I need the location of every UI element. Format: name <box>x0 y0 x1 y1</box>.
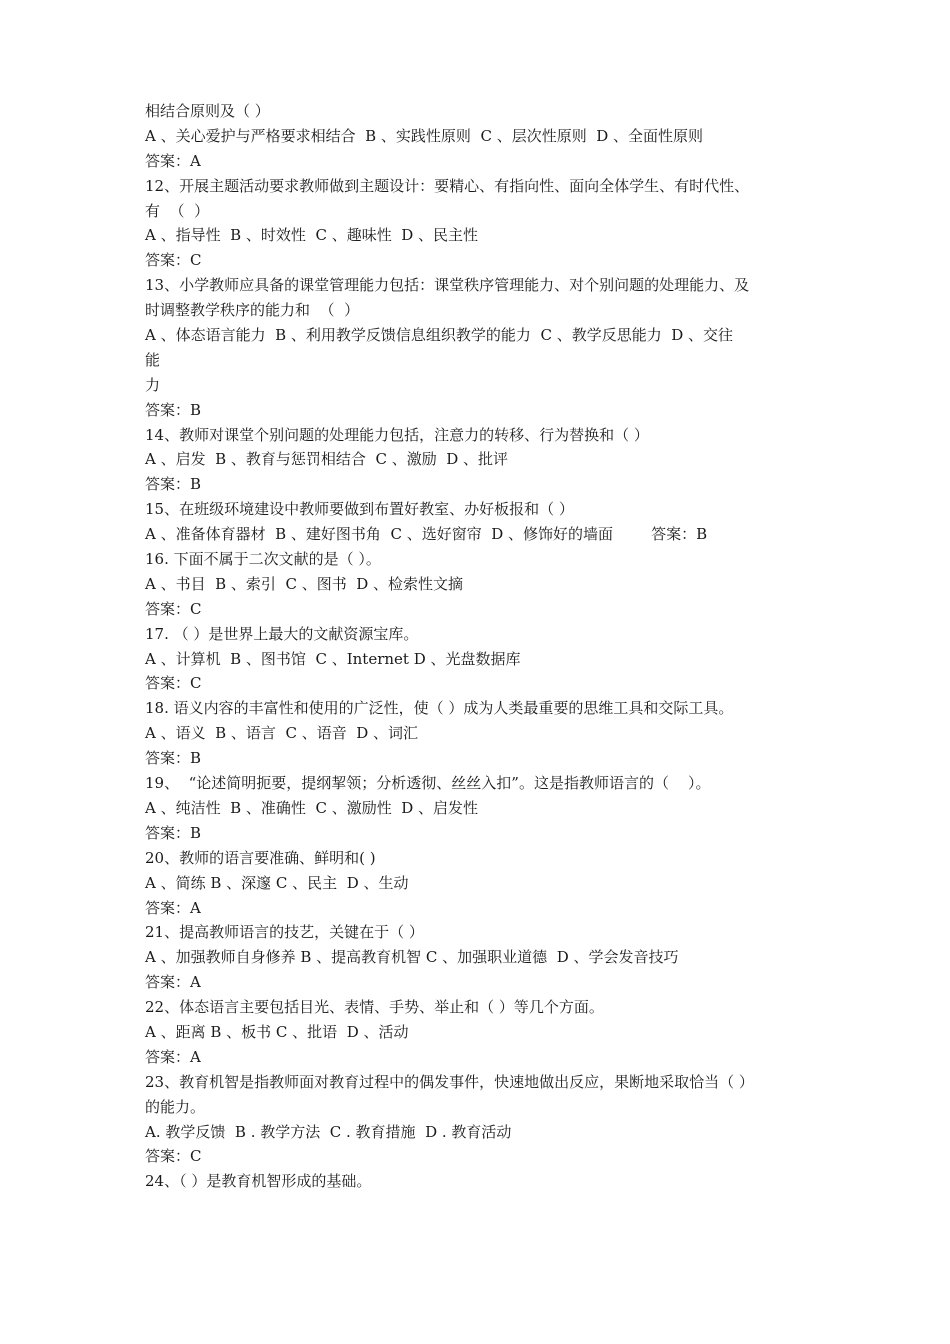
text-line: 18. 语义内容的丰富性和使用的广泛性，使（ ）成为人类最重要的思维工具和交际工具。 <box>145 699 734 718</box>
text-line: A 、启发 B 、教育与惩罚相结合 C 、激励 D 、批评 <box>145 450 509 469</box>
text-line: 12、开展主题活动要求教师做到主题设计：要精心、有指向性、面向全体学生、有时代性、 <box>145 176 750 195</box>
text-line: 13、小学教师应具备的课堂管理能力包括：课堂秩序管理能力、对个别问题的处理能力、及 <box>145 276 750 295</box>
text-line: A 、体态语言能力 B 、利用教学反馈信息组织教学的能力 C 、教学反思能力 D 、交往 <box>145 326 734 345</box>
text-line: 21、提高教师语言的技艺，关键在于（ ） <box>145 923 424 942</box>
text-line: 答案：C <box>145 599 202 618</box>
text-line: 15、在班级环境建设中教师要做到布置好教室、办好板报和（ ） <box>145 500 574 519</box>
text-line: 答案：B <box>145 475 202 494</box>
text-line: 答案：B <box>145 749 202 768</box>
text-line: 相结合原则及（ ） <box>145 102 270 120</box>
text-line: 力 <box>145 375 161 394</box>
text-line: 24、（ ）是教育机智形成的基础。 <box>145 1172 372 1191</box>
text-line: A 、加强教师自身修养 B 、提高教育机智 C 、加强职业道德 D 、学会发音技巧 <box>145 948 679 967</box>
text-line: A 、准备体育器材 B 、建好图书角 C 、选好窗帘 D 、修饰好的墙面 答案：B <box>145 525 708 544</box>
text-line: A 、距离 B 、板书 C 、批语 D 、活动 <box>145 1022 409 1041</box>
document-body <box>145 99 815 1194</box>
text-line: 时调整教学秩序的能力和 （ ） <box>145 301 360 320</box>
text-line: A 、指导性 B 、时效性 C 、趣味性 D 、民主性 <box>145 226 479 245</box>
text-line: 答案：A <box>145 151 201 170</box>
text-line: A 、语义 B 、语言 C 、语音 D 、词汇 <box>145 724 419 743</box>
text-line: 14、教师对课堂个别问题的处理能力包括，注意力的转移、行为替换和（ ） <box>145 425 649 444</box>
text-line: A 、书目 B 、索引 C 、图书 D 、检索性文摘 <box>145 574 464 593</box>
text-line: 的能力。 <box>145 1097 206 1116</box>
text-line: 答案：B <box>145 823 202 842</box>
text-line: 答案：C <box>145 251 202 270</box>
text-line: 19、 “论述简明扼要，提纲挈领；分析透彻、丝丝入扣”。这是指教师语言的（ ）。 <box>145 774 711 793</box>
text-line: 答案：B <box>145 400 202 419</box>
text-line: 22、体态语言主要包括目光、表情、手势、举止和（ ）等几个方面。 <box>145 998 604 1017</box>
text-line: 16. 下面不属于二次文献的是（ ）。 <box>145 550 381 569</box>
text-line: 答案：C <box>145 674 202 693</box>
text-line: 有 （ ） <box>145 201 210 220</box>
text-line: 答案：A <box>145 898 201 917</box>
text-line: 答案：C <box>145 1147 202 1166</box>
text-line: A. 教学反馈 B . 教学方法 C . 教育措施 D . 教育活动 <box>145 1122 512 1141</box>
text-line: 17. （ ）是世界上最大的文献资源宝库。 <box>145 624 419 643</box>
text-line: A 、简练 B 、深邃 C 、民主 D 、生动 <box>145 873 409 892</box>
text-line: A 、纯洁性 B 、准确性 C 、激励性 D 、启发性 <box>145 798 479 817</box>
text-line: 23、教育机智是指教师面对教育过程中的偶发事件，快速地做出反应，果断地采取恰当（ ） <box>145 1072 754 1091</box>
text-line: A 、关心爱护与严格要求相结合 B 、实践性原则 C 、层次性原则 D 、全面性原则 <box>145 126 704 145</box>
text-line: A 、计算机 B 、图书馆 C 、Internet D 、光盘数据库 <box>145 649 521 668</box>
text-line: 答案：A <box>145 973 201 992</box>
text-line: 能 <box>145 350 161 369</box>
text-line: 20、教师的语言要准确、鲜明和( ) <box>145 848 376 867</box>
text-line: 答案：A <box>145 1047 201 1066</box>
